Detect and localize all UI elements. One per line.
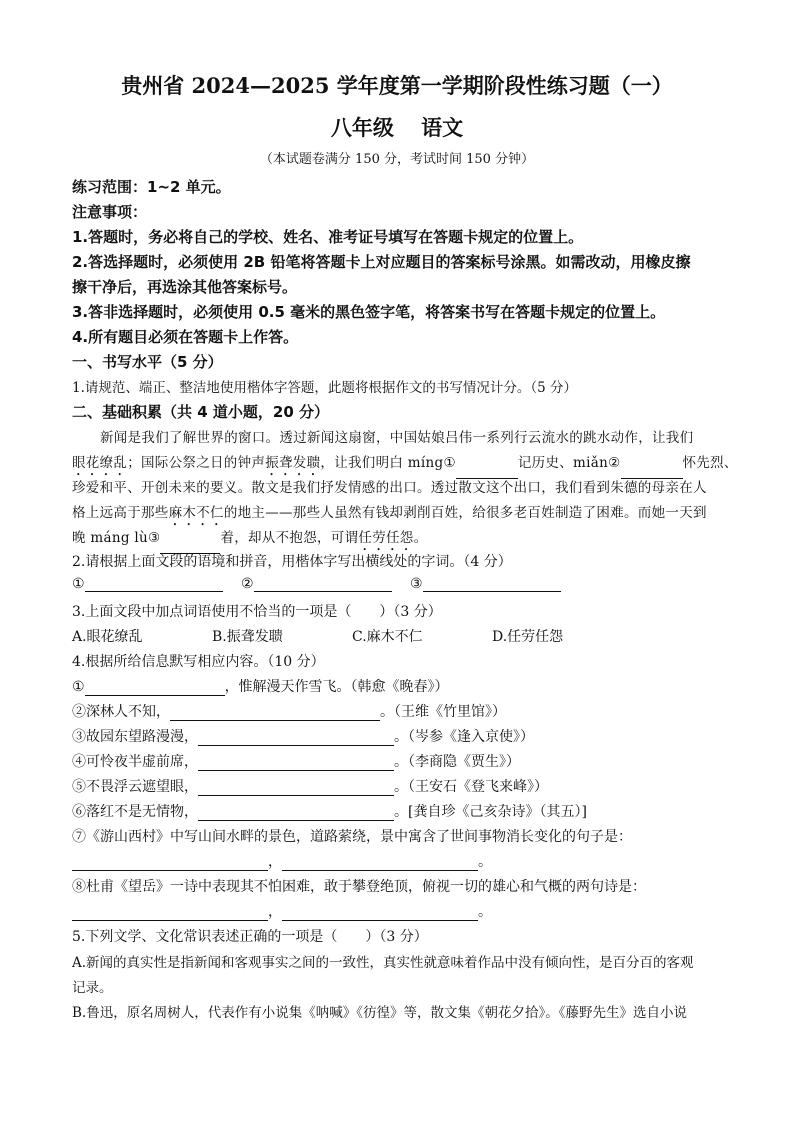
- answer-blank[interactable]: [72, 856, 268, 871]
- terminator: 。: [478, 854, 492, 870]
- recite-item: ⑧杜甫《望岳》一诗中表现其不怕困难，敢于攀登绝顶，俯视一切的雄心和气概的两句诗是：: [72, 879, 646, 895]
- recite-item: [72, 801, 732, 821]
- answer-label: ①: [72, 576, 85, 592]
- recite-item: [72, 676, 732, 696]
- notice-item: 2.答选择题时，必须使用 2B 铅笔将答题卡上对应题目的答案标号涂黑。如需改动，用橡皮擦: [72, 253, 691, 271]
- passage-line: [72, 451, 738, 479]
- recite-pre: ⑥落红不是无情物，: [72, 804, 198, 820]
- question-3: 3.上面文段中加点词语使用不恰当的一项是（ ）（3 分）: [72, 604, 442, 620]
- recite-post: ，惟解漫天作雪飞。（韩愈《晚春》）: [224, 679, 449, 695]
- answer-blank[interactable]: [72, 906, 268, 921]
- separator: ，: [268, 904, 282, 920]
- answer-blank[interactable]: [198, 731, 394, 746]
- passage-text: 着，却从不抱怨，可谓: [220, 530, 359, 546]
- separator: ，: [268, 854, 282, 870]
- recite-post: 。（李商隐《贾生》）: [394, 754, 520, 770]
- section-heading: 二、基础积累（共 4 道小题，20 分）: [72, 403, 329, 421]
- passage-text: 怀先烈、: [682, 455, 738, 471]
- answer-blank[interactable]: [282, 856, 478, 871]
- recite-answer-line: [72, 901, 732, 921]
- answer-label: ③: [410, 576, 423, 592]
- answer-blank[interactable]: [423, 577, 561, 592]
- passage-text: 格上远高于那些: [72, 505, 169, 521]
- recite-item: [72, 776, 732, 796]
- notice-item: 3.答非选择题时，必须使用 0.5 毫米的黑色签字笔，将答案书写在答题卡规定的位置上。: [72, 303, 666, 321]
- recite-post: 。[龚自珍《己亥杂诗》（其五）]: [394, 804, 587, 820]
- recite-post: 。（岑参《逢入京使》）: [394, 729, 534, 745]
- section-heading: 一、书写水平（5 分）: [72, 353, 223, 371]
- practice-scope: 练习范围：1~2 单元。: [72, 178, 231, 196]
- answer-blank[interactable]: [85, 681, 225, 696]
- question-5: 5.下列文学、文化常识表述正确的一项是（ ）（3 分）: [72, 929, 428, 945]
- option-a-cont: 记录。: [72, 980, 113, 996]
- question-1: 1.请规范、端正、整洁地使用楷体字答题，此题将根据作文的书写情况计分。（5 分）: [72, 380, 578, 396]
- recite-pre: ③故园东望路漫漫，: [72, 729, 198, 745]
- option-b[interactable]: B.鲁迅，原名周树人，代表作有小说集《呐喊》《彷徨》等，散文集《朝花夕拾》。《藤野先生》选自小说: [72, 1005, 687, 1021]
- recite-pre: ④可怜夜半虚前席，: [72, 754, 198, 770]
- terminator: 。: [478, 904, 492, 920]
- passage-line: 珍爱和平、开创未来的要义。散文是我们抒发情感的出口。透过散文这个出口，我们看到朱德的母亲在人: [72, 480, 707, 496]
- passage-text: ，让我们明白 míng①: [320, 455, 456, 471]
- subject-label: 语文: [421, 115, 464, 140]
- option-a[interactable]: A.新闻的真实性是指新闻和客观事实之间的一致性，真实性就意味着作品中没有倾向性，是百分百的客观: [72, 955, 694, 971]
- dotted-phrase: 任劳任怨: [358, 530, 414, 546]
- option-a[interactable]: A.眼花缭乱: [72, 629, 143, 645]
- recite-post: 。（王维《竹里馆》）: [380, 704, 506, 720]
- answer-blank[interactable]: [170, 706, 380, 721]
- answer-label: ②: [241, 576, 254, 592]
- recite-pre: ①: [72, 679, 85, 695]
- answer-blank[interactable]: [282, 906, 478, 921]
- option-c[interactable]: C.麻木不仁: [352, 629, 423, 645]
- passage-text: 晚 máng lù③: [72, 530, 161, 546]
- recite-answer-line: [72, 851, 732, 871]
- dotted-phrase: 振聋发聩: [265, 455, 321, 471]
- passage-text: 记历史、miǎn②: [517, 455, 621, 471]
- answer-blank[interactable]: [254, 577, 392, 592]
- answer-blank[interactable]: [198, 806, 394, 821]
- exam-note: （本试题卷满分 150 分，考试时间 150 分钟）: [259, 152, 535, 167]
- answer-blank[interactable]: [198, 781, 394, 796]
- answer-blank[interactable]: [85, 577, 223, 592]
- passage-line: [72, 526, 732, 554]
- passage-line: [72, 501, 732, 529]
- dotted-phrase: 眼花缭乱: [72, 455, 128, 471]
- recite-item: ⑦《游山西村》中写山间水畔的景色，道路萦绕，景中寓含了世间事物消长变化的句子是：: [72, 829, 632, 845]
- recite-item: [72, 726, 732, 746]
- passage-text: 的地主——那些人虽然有钱却剥削百姓，给很多老百姓制造了困难。而她一天到: [223, 505, 707, 521]
- answer-blank[interactable]: [198, 756, 394, 771]
- passage-text: 。: [413, 530, 428, 546]
- recite-pre: ⑤不畏浮云遮望眼，: [72, 779, 198, 795]
- notice-item: 4.所有题目必须在答题卡上作答。: [72, 328, 299, 346]
- q2-answers: [72, 576, 732, 592]
- exam-title: 贵州省 2024—2025 学年度第一学期阶段性练习题（一）: [121, 73, 673, 98]
- passage-line: 新闻是我们了解世界的窗口。透过新闻这扇窗，中国姑娘吕伟一系列行云流水的跳水动作，让我们: [100, 430, 694, 446]
- passage-text: ；国际公祭之日的钟声: [127, 455, 266, 471]
- recite-item: [72, 701, 732, 721]
- question-2: 2.请根据上面文段的语境和拼音，用楷体字写出横线处的字词。（4 分）: [72, 554, 512, 570]
- recite-item: [72, 751, 732, 771]
- option-b[interactable]: B.振聋发聩: [212, 629, 283, 645]
- question-4: 4.根据所给信息默写相应内容。（10 分）: [72, 654, 325, 670]
- notice-item: 擦干净后，再选涂其他答案标号。: [72, 278, 298, 296]
- exam-subtitle: [0, 112, 794, 142]
- recite-pre: ②深林人不知，: [72, 704, 170, 720]
- notice-item: 1.答题时，务必将自己的学校、姓名、准考证号填写在答题卡规定的位置上。: [72, 228, 584, 246]
- grade-label: 八年级: [330, 115, 394, 140]
- recite-post: 。（王安石《登飞来峰》）: [394, 779, 548, 795]
- option-d[interactable]: D.任劳任怨: [492, 629, 564, 645]
- dotted-phrase: 麻木不仁: [168, 505, 224, 521]
- notice-heading: 注意事项：: [72, 203, 148, 221]
